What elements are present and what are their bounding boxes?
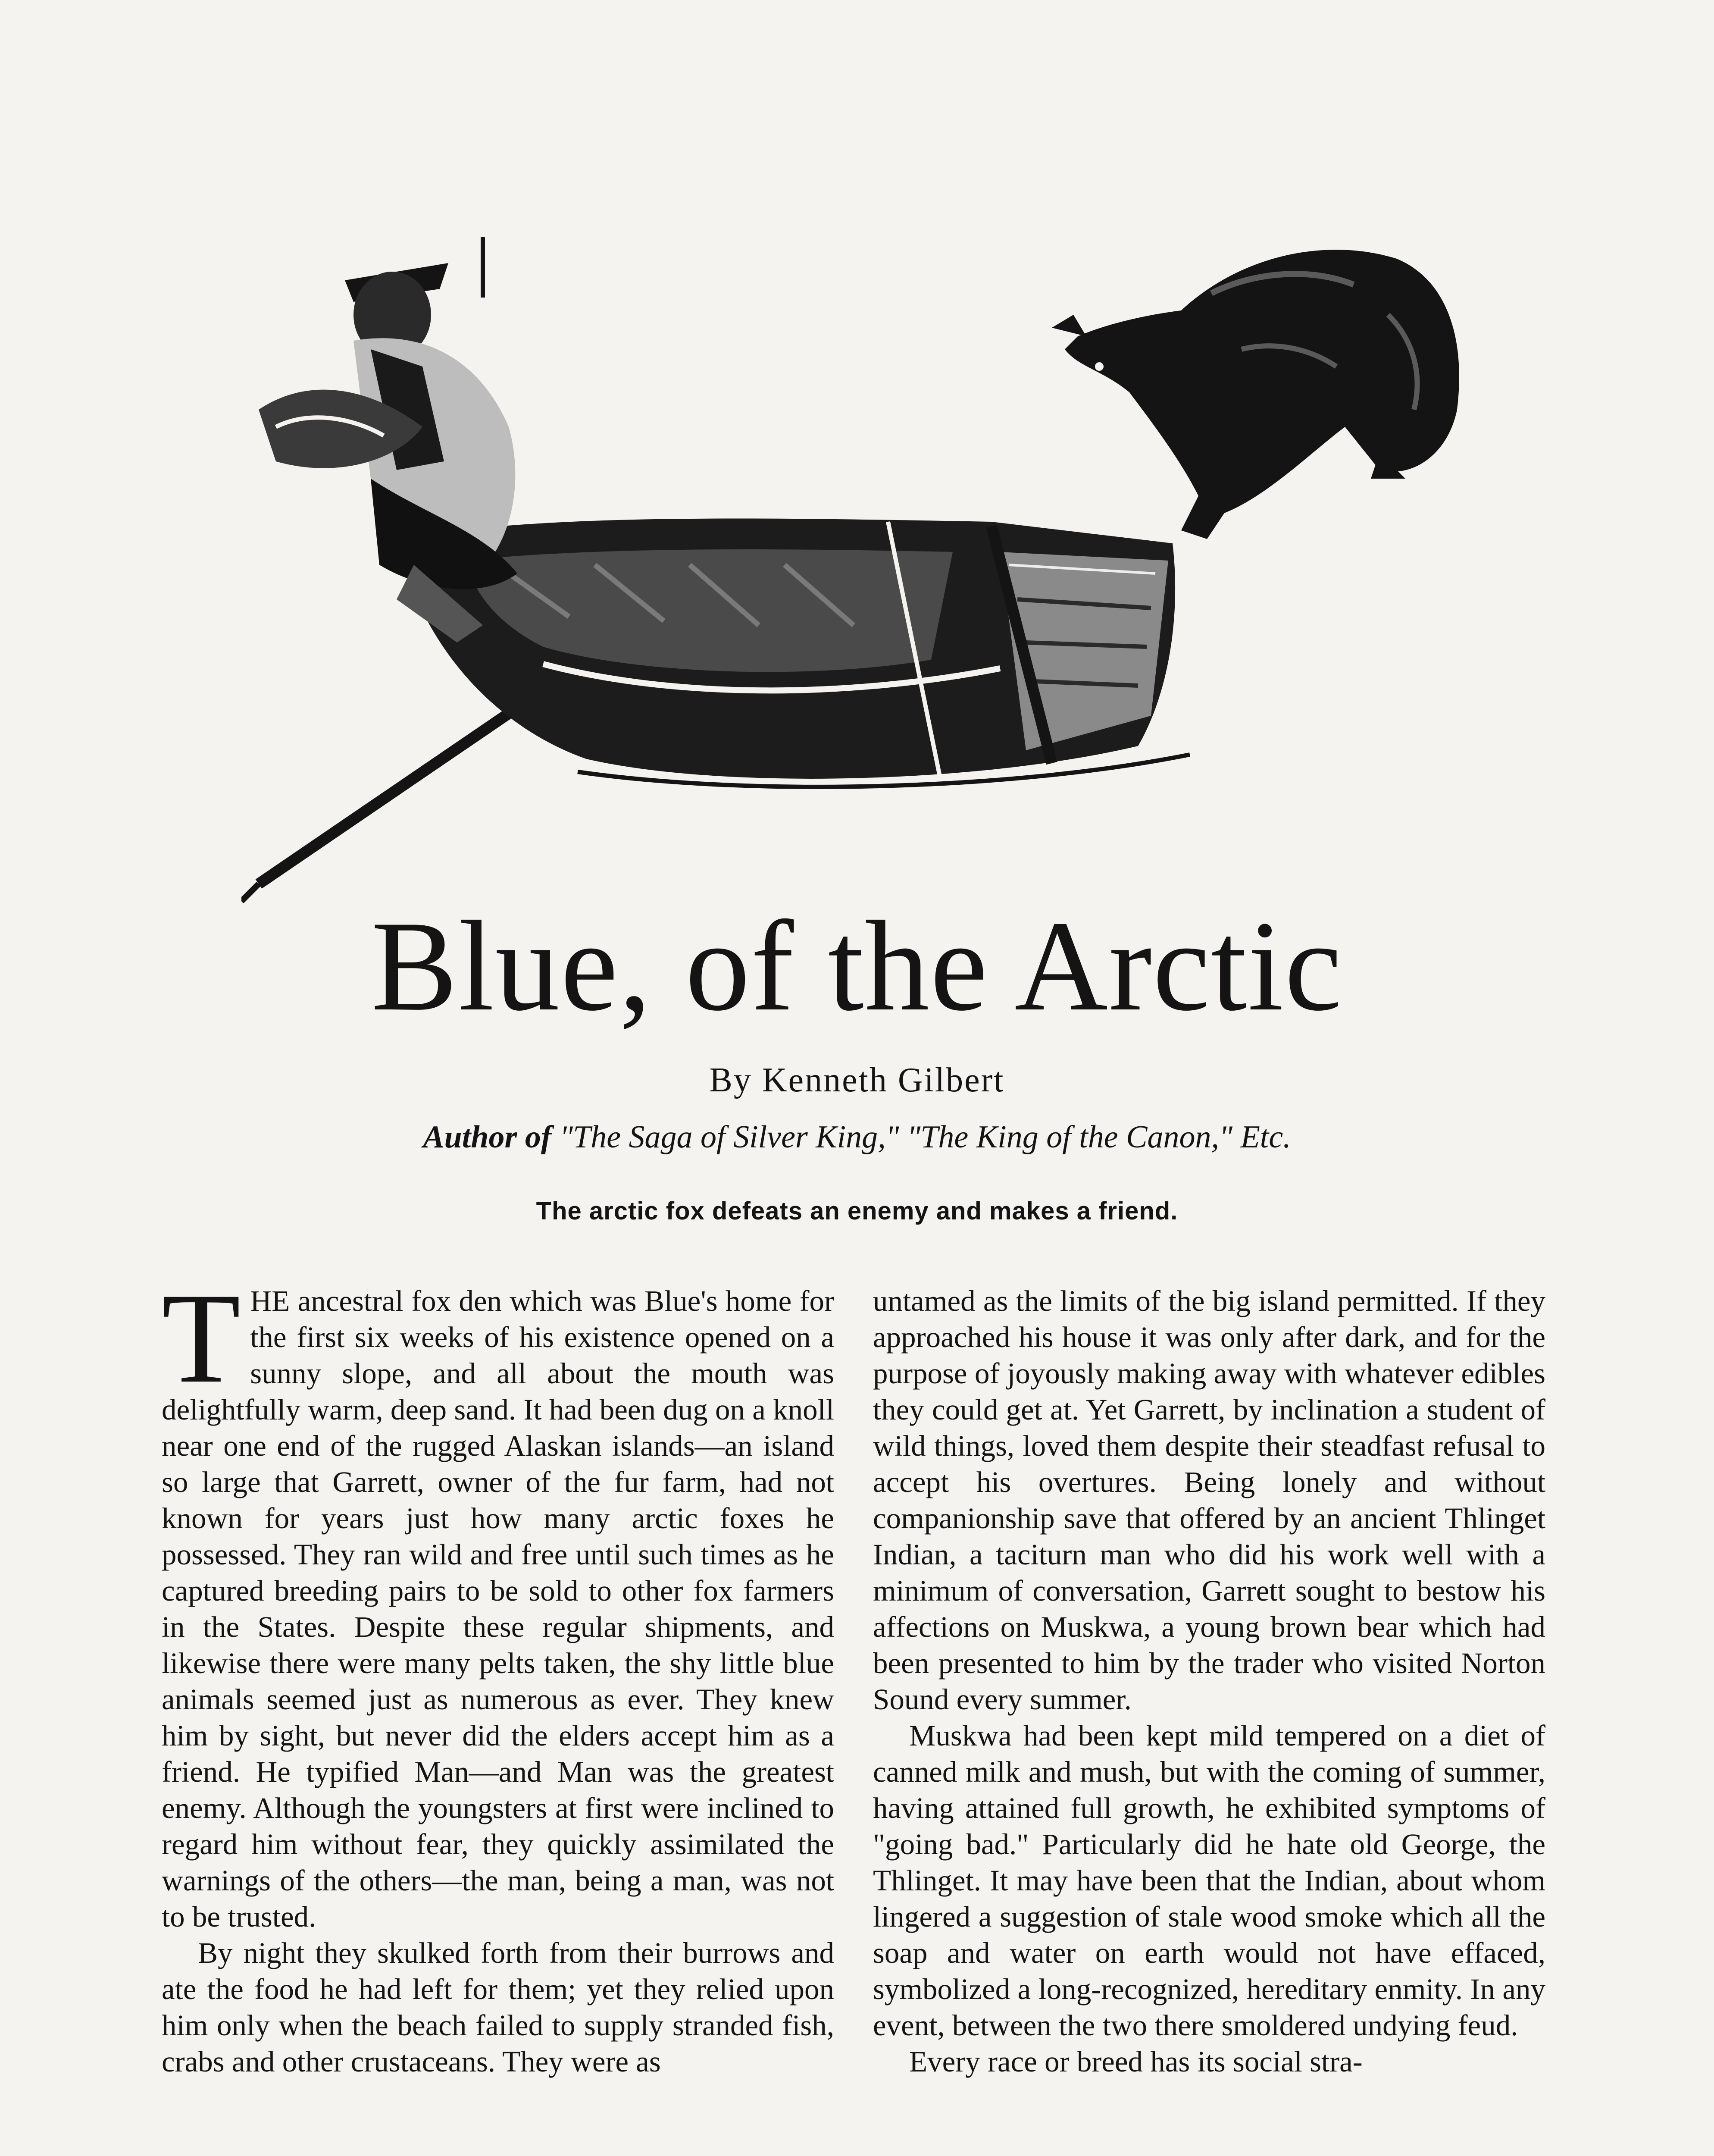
body-paragraph: [162, 1266, 834, 1935]
rowboat: [397, 518, 1190, 787]
previous-works-list: "The Saga of Silver King," "The King of the Canon," Etc.: [559, 1119, 1291, 1155]
author-previous-works: [0, 1119, 1714, 1156]
author-of-label: Author of: [423, 1119, 552, 1155]
body-paragraph: Muskwa had been kept mild tempered on a diet of canned milk and mush, but with the coming of summer, having attained full growth, he exhibited symptoms of "going bad." Particularly did he hate old George, the Thlinget. It may have been that the Indian, about whom lingered a suggestion of stale wood smoke which all the soap and water on earth would not have effaced, symbolized a long-recognized, hereditary enmity. In any event, between the two there smoldered undying feud.: [873, 1719, 1545, 2042]
article-tagline: The arctic fox defeats an enemy and makes a friend.: [536, 1197, 1178, 1225]
article-title: Blue, of the Arctic: [371, 894, 1343, 1037]
text-column-right: [873, 1283, 1545, 2080]
text-column-left: [162, 1266, 834, 2080]
body-paragraph: Every race or breed has its social stra-: [909, 2045, 1363, 2078]
drop-cap: T: [162, 1266, 241, 1410]
paragraph-text: HE ancestral fox den which was Blue's home for the first six weeks of his existence opened on a sunny slope, and all about the mouth was delightfully warm, deep sand. It had been dug on a knoll near one end of the rugged Alaskan islands—an island so large that Garrett, owner of the fur farm, had not known for years just how many arctic foxes he possessed. They ran wild and free until such times as he captured breeding pairs to be sold to other fox farmers in the States. Despite these regular shipments, and likewise there were many pelts taken, the shy little blue animals seemed just as numerous as ever. They knew him by sight, but never did the elders accept him as a friend. He typified Man—and Man was the greatest enemy. Although the youngsters at first were inclined to regard him without fear, they quickly assimilated the warnings of the others—the man, being a man, was not to be trusted.: [162, 1285, 834, 1933]
bear-figure: [1052, 250, 1459, 539]
byline: By Kenneth Gilbert: [709, 1061, 1005, 1099]
body-paragraph: By night they skulked forth from their burrows and ate the food he had left for them; yet they relied upon him only when the beach failed to supply stranded fish, crabs and other crustaceans. They were as: [162, 1937, 834, 2078]
man-figure: [259, 237, 517, 642]
rowboat-bear-illustration: [241, 185, 1492, 910]
body-paragraph: untamed as the limits of the big island permitted. If they approached his house it was only after dark, and for the purpose of joyously making away with whatever edibles they could get at. Yet Garrett, by inclination a student of wild things, loved them despite their steadfast refusal to accept his overtures. Being lonely and without companionship save that offered by an ancient Thlinget Indian, a taciturn man who did his work well with a minimum of conversation, Garrett sought to bestow his affections on Muskwa, a young brown bear which had been presented to him by the trader who visited Norton Sound every summer.: [873, 1285, 1545, 1716]
